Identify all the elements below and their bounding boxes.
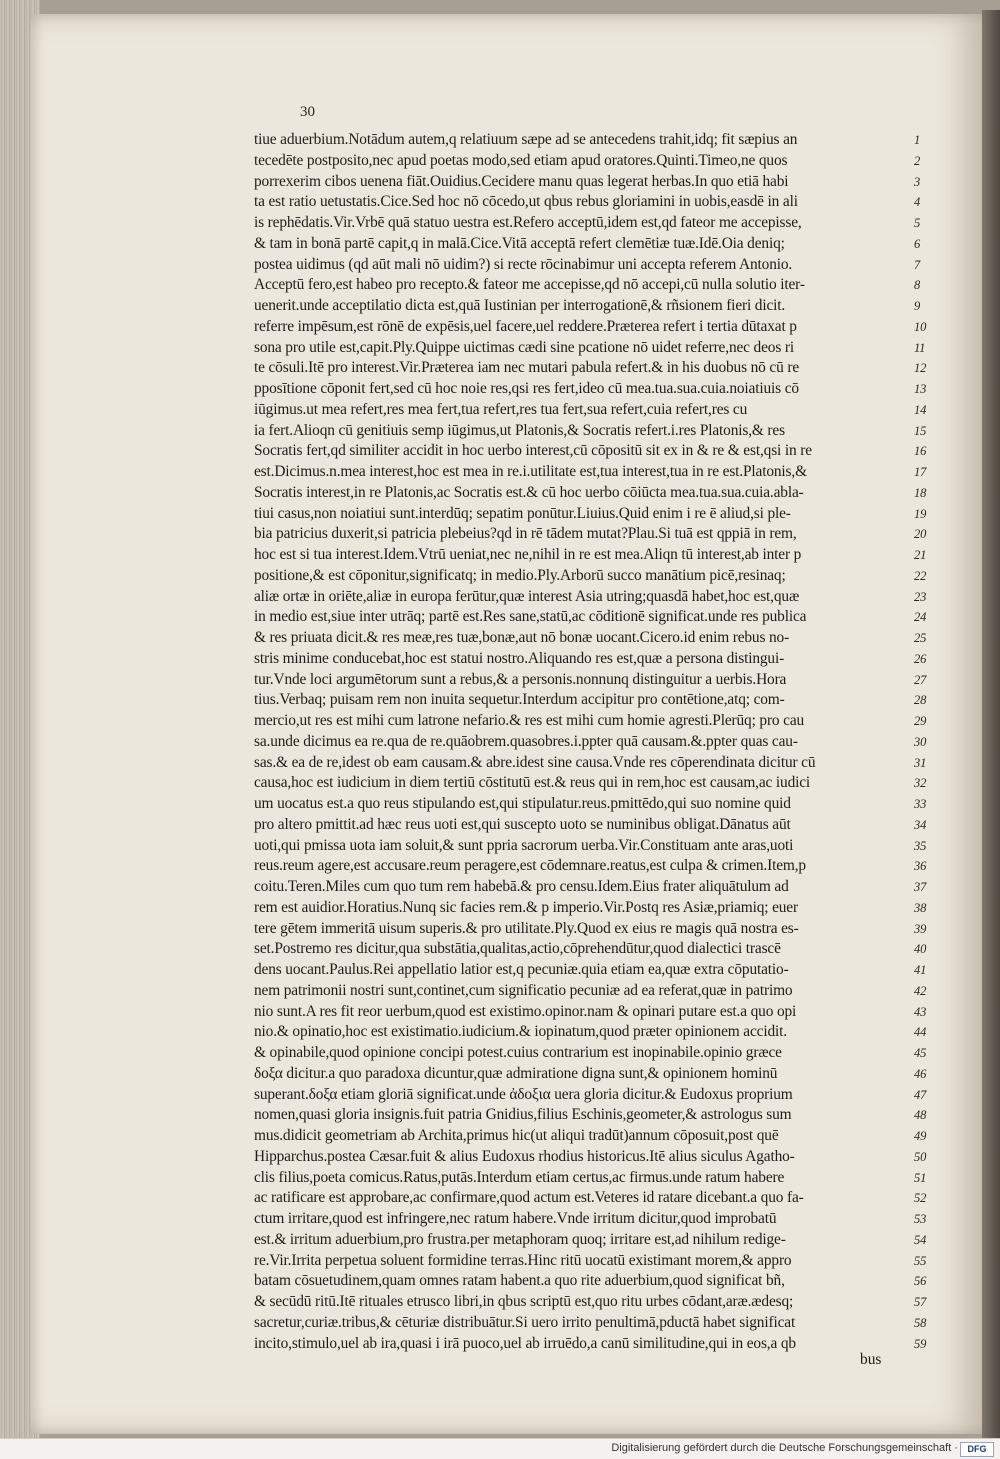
text-line [254,1126,934,1147]
text-line [254,275,934,296]
line-number: 32 [914,776,927,791]
line-number: 50 [914,1149,927,1164]
text-line [254,1334,934,1355]
line-text: ia fert.Alioqn cū genitiuis semp iūgimus,ut Platonis,& Socratis refert.i.res Platonis,& res [254,421,785,439]
line-number: 9 [914,299,921,313]
line-number: 38 [914,900,927,915]
line-number: 35 [914,838,927,853]
text-line [254,898,934,919]
text-line [254,587,934,608]
line-text: referre impēsum,est rōnē de expēsis,uel facere,uel reddere.Præterea refert i tertia dūtaxat p [254,317,797,335]
line-number: 20 [914,527,927,542]
line-text: mercio,ut res est mihi cum latrone nefario.& res est mihi cum homie agresti.Plerūq; pro cau [254,712,805,729]
line-text: pro altero pmittit.ad hæc reus uoti est,qui suscepto uoto se numinibus obligat.Dānatus aūt [254,815,791,833]
text-line [254,504,934,525]
line-text: set.Postremo res dicitur,qua substātia,qualitas,actio,cōprehendūtur,quod dialectici trascē [254,940,781,958]
line-text: tiui casus,non noiatiui sunt.interdūq; sepatim ponūtur.Liuius.Quid enim i re ē aliud,si ple- [254,504,791,522]
line-number: 31 [914,755,927,770]
line-text: in medio est,siue inter utrāq; partē est.Res sane,statū,ac cōditionē significat.unde res publica [254,608,807,626]
text-line [254,753,934,774]
line-number: 22 [914,568,927,583]
line-number: 52 [914,1191,927,1206]
line-number: 15 [914,423,927,438]
text-line [254,379,934,400]
text-line [254,441,934,462]
line-number: 16 [914,444,927,459]
line-number: 11 [914,340,926,355]
text-line [254,1002,934,1023]
text-line [254,815,934,836]
text-line [254,296,934,317]
line-text: uenerit.unde acceptilatio dicta est,quā Iustinian per interrogationē,& rñsionem fieri dicit. [254,297,786,314]
line-number: 39 [914,921,927,936]
text-line [254,1313,934,1334]
line-text: coitu.Teren.Miles cum quo tum rem habebā.& pro censu.Idem.Eius frater aliquātulum ad [254,878,789,895]
text-line [254,483,934,504]
line-text: nem patrimonii nostri sunt,continet,cum significatio pecuniæ ad ea referat,quæ in patrimo [254,981,793,999]
line-text: uoti,qui pmissa uota iam soluit,& sunt ppria sacrorum uerba.Vir.Constituam ante aras,uoti [254,836,794,854]
text-line [254,338,934,359]
line-text: nomen,quasi gloria insignis.fuit patria Gnidius,filius Eschinis,geometer,& astrologus sum [254,1106,792,1124]
line-text: clis filius,poeta comicus.Ratus,putās.Interdum etiam certus,ac firmus.unde ratum habere [254,1168,785,1186]
text-line [254,794,934,815]
line-number: 13 [914,382,927,396]
line-number: 5 [914,216,921,230]
line-text: Acceptū fero,est habeo pro recepto.& fateor me accepisse,qd nō accepi,cū nulla solutio iter- [254,276,805,294]
catchword: bus [860,1351,882,1368]
line-text: um uocatus est.a quo reus stipulando est,qui stipulatur.reus.pmittēdo,qui suo nomine quid [254,795,791,812]
line-text: sona pro utile est,capit.Ply.Quippe uictimas cædi sine pcatione nō uidet referre,nec deos ri [254,338,794,356]
line-number: 48 [914,1108,927,1123]
text-line [254,1043,934,1064]
text-line [254,1271,934,1292]
text-line [254,1085,934,1106]
line-text: tur.Vnde loci argumētorum sunt a rebus,& a personis.nonnunq distinguitur a uerbis.Hora [254,670,787,688]
line-text: & secūdū ritū.Itē rituales etrusco libri,in qbus scriptū est,quo ritu urbes cōdant,aræ.ædesq; [254,1293,794,1310]
line-text: δοξα dicitur.a quo paradoxa dicuntur,quæ admiratione digna sunt,& opinionem hominū [254,1064,778,1082]
text-line [254,877,934,898]
line-text: tecedēte postposito,nec apud poetas modo,sed etiam apud oratores.Quinti.Timeo,ne quos [254,151,788,169]
line-number: 43 [914,1004,927,1019]
text-line [254,213,934,234]
line-text: ta est ratio uetustatis.Cice.Sed hoc nō cōcedo,ut qbus rebus gloriamini in uobis,easdē in ali [254,193,798,211]
line-text: postea uidimus (qd aūt mali nō uidim?) si recte rōcinabimur uni accepta referem Antonio. [254,255,793,273]
text-line [254,607,934,628]
line-number: 29 [914,714,927,728]
text-line [254,524,934,545]
text-line [254,1105,934,1126]
page-shadow-edge [982,10,1000,1438]
line-number: 8 [914,278,921,293]
text-column [254,130,934,1354]
text-line [254,773,934,794]
line-number: 33 [914,797,927,811]
line-number: 40 [914,942,927,957]
line-text: nio sunt.A res fit reor uerbum,quod est existimo.opinor.nam & opinari putare est.a quo opi [254,1002,797,1020]
line-number: 21 [914,548,927,562]
line-text: iūgimus.ut mea refert,res mea fert,tua refert,res tua fert,sua refert,cuia refert,res cu [254,400,748,418]
text-line [254,939,934,960]
line-number: 12 [914,361,927,376]
line-text: & opinabile,quod opinione concipi potest.cuius contrarium est inopinabile.opinio græce [254,1044,782,1061]
text-line [254,732,934,753]
line-text: est.& irritum aduerbium,pro frustra.per metaphoram quoq; irritare est,ad nihilum redige- [254,1230,786,1248]
line-text: stris minime conducebat,hoc est statui nostro.Aliquando res est,quæ a persona distingui- [254,649,785,667]
line-number: 57 [914,1295,927,1309]
line-text: superant.δοξα etiam gloriā significat.unde ἀδοξια uera gloria dicitur.& Eudoxus proprium [254,1085,793,1103]
text-line [254,234,934,255]
text-line [254,836,934,857]
text-line [254,358,934,379]
line-text: Hipparchus.postea Cæsar.fuit & alius Eudoxus rhodius historicus.Itē alius siculus Agatho- [254,1147,795,1165]
line-number: 25 [914,631,927,645]
line-number: 47 [914,1087,927,1102]
text-line [254,690,934,711]
line-text: sacretur,curiæ.tribus,& cēturiæ distribuātur.Si uero irrito penultimā,pductā habet significat [254,1313,796,1331]
line-number: 17 [914,465,927,479]
line-text: is rephēdatis.Vir.Vrbē quā statuo uestra est.Refero acceptū,idem est,qd fateor me accepisse, [254,214,802,231]
text-line [254,1022,934,1043]
text-line [254,1230,934,1251]
line-number: 2 [914,153,921,168]
text-line [254,1292,934,1313]
line-text: te cōsuli.Itē pro interest.Vir.Præterea iam nec mutari pabula refert.& in his duobus nō cū re [254,359,800,377]
line-number: 10 [914,319,927,334]
text-line [254,1064,934,1085]
text-line [254,1251,934,1272]
line-text: bia patricius duxerit,si patricia plebeius?qd in rē tādem mutat?Plau.Si tuā est qppiā in rem, [254,525,797,543]
line-text: mus.didicit geometriam ab Archita,primus hic(ut aliqui tradūt)annum cōposuit,post quē [254,1127,779,1144]
line-text: dens uocant.Paulus.Rei appellatio latior est,q pecuniæ.quia etiam ea,quæ extra cōputatio- [254,961,789,978]
line-text: incito,stimulo,uel ab ira,quasi i irā puoco,uel ab irruēdo,a canū similitudine,qui in eos,a qb [254,1334,796,1352]
line-number: 46 [914,1066,927,1081]
text-line [254,628,934,649]
line-number: 4 [914,195,921,210]
line-number: 6 [914,236,921,251]
line-text: est.Dicimus.n.mea interest,hoc est mea in re.i.utilitate est,tua interest,tua in re est.Platonis,& [254,463,807,480]
line-number: 28 [914,693,927,708]
text-line [254,1209,934,1230]
line-number: 59 [914,1336,927,1351]
line-number: 41 [914,963,927,977]
line-text: causa,hoc est iudicium in diem tertiū cōstitutū est.& reus qui in rem,hoc est causam,ac iudici [254,774,811,792]
text-line [254,255,934,276]
line-text: sa.unde dicimus ea re.qua de re.quāobrem.quasobres.i.ppter quā causam.&.ppter quas cau- [254,732,798,750]
text-line [254,130,934,151]
text-line [254,421,934,442]
line-text: porrexerim cibos uenena fiāt.Ouidius.Cecidere manu quas legerat herbas.In quo etiā habi [254,172,789,190]
line-number: 49 [914,1129,927,1143]
funding-credit: Digitalisierung gefördert durch die Deutsche Forschungsgemeinschaft · [611,1442,958,1454]
line-text: tius.Verbaq; puisam rem non inuita sequetur.Interdum accipitur pro contētione,atq; com- [254,691,785,709]
line-text: batam cōsuetudinem,quam omnes ratam habent.a quo rite aduerbium,quod significat bñ, [254,1272,785,1290]
line-number: 7 [914,257,921,272]
line-text: pposītione cōponit fert,sed cū hoc noie res,qsi res fert,ideo cū mea.tua.sua.cuia.noiatiuis cō [254,380,799,397]
line-number: 23 [914,589,927,604]
line-number: 3 [914,174,921,189]
text-line [254,981,934,1002]
line-number: 42 [914,983,927,998]
text-line [254,400,934,421]
text-line [254,856,934,877]
text-line [254,566,934,587]
text-line [254,1168,934,1189]
text-line [254,172,934,193]
line-text: reus.reum agere,est accusare.reum peragere,est cōdemnare.reatus,est culpa & crimen.Item,p [254,857,806,875]
text-line [254,960,934,981]
line-number: 27 [914,672,927,687]
line-text: tiue aduerbium.Notādum autem,q relatiuum sæpe ad se antecedens trahit,idq; fit sæpius an [254,131,798,148]
line-number: 37 [914,880,927,894]
text-line [254,317,934,338]
text-line [254,1188,934,1209]
text-line [254,649,934,670]
line-text: ac ratificare est approbare,ac confirmare,quod actum est.Veteres id ratare dicebant.a quo fa- [254,1189,804,1207]
line-number: 30 [914,734,927,749]
line-number: 26 [914,651,927,666]
line-number: 14 [914,402,927,417]
text-line [254,711,934,732]
line-number: 24 [914,610,927,625]
line-number: 51 [914,1170,927,1185]
line-number: 55 [914,1253,927,1268]
line-number: 56 [914,1274,927,1289]
line-number: 1 [914,133,921,147]
dfg-logo: DFG [960,1442,994,1457]
line-text: & tam in bonā partē capit,q in malā.Cice.Vitā acceptā refert clemētiæ tuæ.Idē.Oia deniq; [254,234,785,252]
line-text: positione,& est cōponitur,significatq; in medio.Ply.Arborū succo manātium picē,resinaq; [254,566,786,584]
text-line [254,462,934,483]
line-text: tere gētem immeritā uisum superis.& pro utilitate.Ply.Quod ex eius re magis quā nostra es- [254,919,799,937]
line-number: 18 [914,485,927,500]
line-text: nio.& opinatio,hoc est existimatio.iudicium.& iopinatum,quod præter opinionem accidit. [254,1023,787,1041]
line-text: sas.& ea de re,idest ob eam causam.& abre.idest sine causa.Vnde res cōperendinata dicitur cū [254,753,816,771]
line-number: 36 [914,859,927,874]
line-text: & res priuata dicit.& res meæ,res tuæ,bonæ,aut nō bonæ uocant.Cicero.id enim rebus no- [254,629,790,646]
folio-number: 30 [300,104,315,120]
line-text: Socratis interest,in re Platonis,ac Socratis est.& cū hoc uerbo cōiūcta mea.tua.sua.cuia.abla- [254,483,804,501]
text-line [254,1147,934,1168]
line-number: 58 [914,1315,927,1330]
line-number: 45 [914,1046,927,1060]
text-line [254,151,934,172]
text-line [254,919,934,940]
line-text: re.Vir.Irrita perpetua soluent formidine terras.Hinc ritū uocatū existimant morem,& appro [254,1251,792,1269]
line-text: Socratis fert,qd similiter accidit in hoc uerbo interest,cū cōpositū sit ex in & re & est,qsi in re [254,442,812,460]
footer-bar [0,1438,1000,1459]
line-number: 53 [914,1212,927,1226]
text-line [254,545,934,566]
line-text: aliæ ortæ in oriēte,aliæ in europa ferūtur,quæ interest Asia utring;quasdā habet,hoc est,quæ [254,587,800,605]
text-line [254,192,934,213]
text-line [254,670,934,691]
line-text: hoc est si tua interest.Idem.Vtrū ueniat,nec ne,nihil in re est mea.Aliqn tū interest,ab inter p [254,546,802,563]
line-text: ctum irritare,quod est infringere,nec ratum habere.Vnde irritum dicitur,quod improbatū [254,1210,777,1227]
line-text: rem est auidior.Horatius.Nunq sic facies rem.& p imperio.Vir.Postq res Asiæ,priamiq; euer [254,898,798,916]
line-number: 34 [914,817,927,832]
line-number: 19 [914,506,927,521]
line-number: 44 [914,1025,927,1040]
line-number: 54 [914,1232,927,1247]
